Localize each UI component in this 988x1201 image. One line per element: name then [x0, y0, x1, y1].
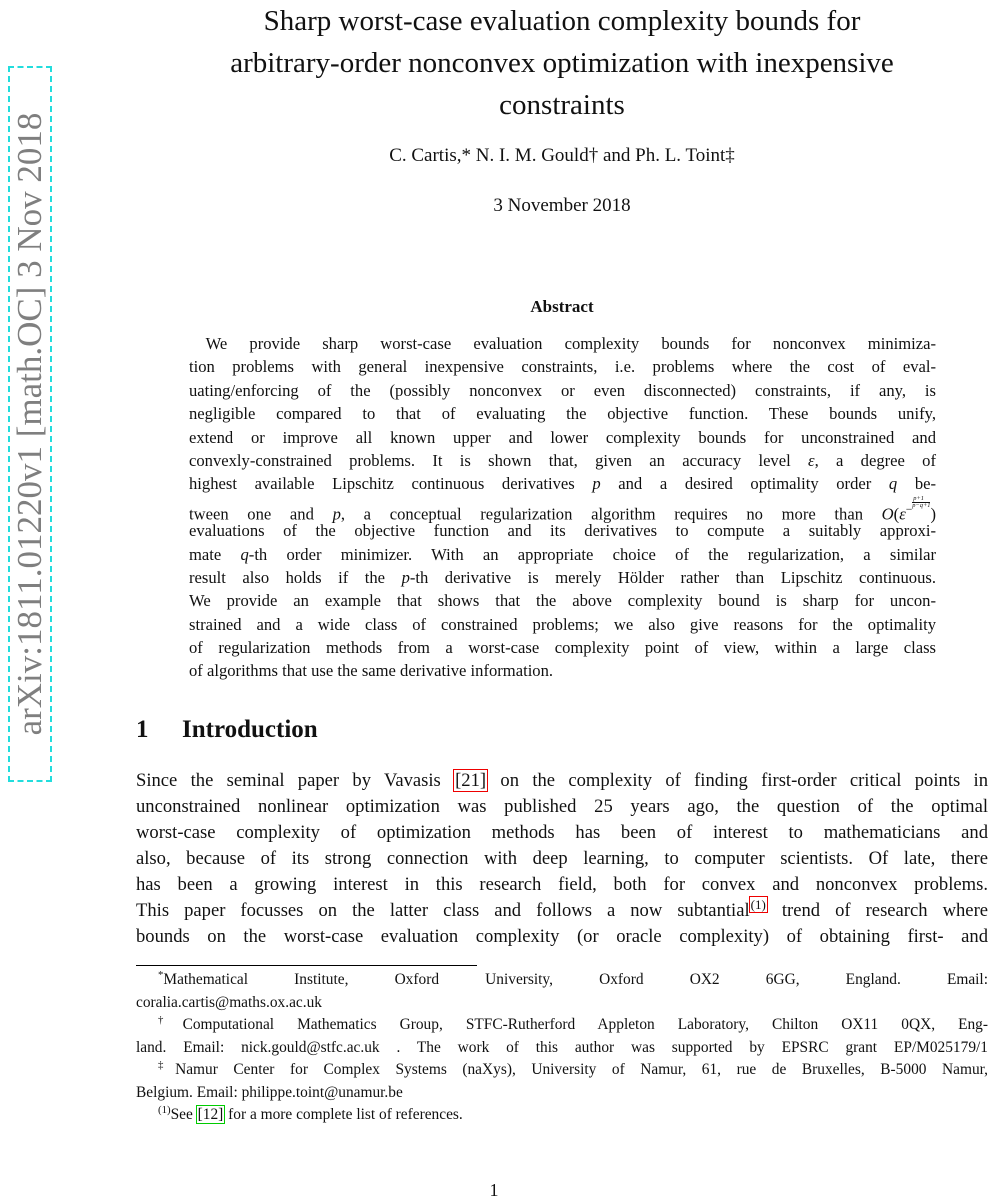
footnote-mark: ‡ — [158, 1058, 176, 1071]
minus-sign: − — [905, 502, 913, 516]
text-line — [136, 992, 988, 1015]
text-line — [189, 519, 936, 542]
numerator: p+1 — [912, 496, 930, 503]
text-run: negligible compared to that of evaluating the objective function. These bounds unify, — [189, 404, 936, 424]
abstract-heading: Abstract — [530, 297, 594, 316]
title-line: constraints — [499, 89, 625, 121]
text-line — [136, 1014, 988, 1037]
text-line — [189, 636, 936, 659]
text-line — [189, 472, 936, 495]
authors: C. Cartis,* N. I. M. Gould† and Ph. L. Toint‡ — [389, 145, 735, 166]
text-run: Namur Center for Complex Systems (naXys), University of Namur, 61, rue de Bruxelles, B-5000 Namur, — [175, 1061, 988, 1078]
title-line: Sharp worst-case evaluation complexity bounds for — [263, 5, 861, 37]
text-line — [136, 1059, 988, 1082]
text-run: coralia.cartis@maths.ox.ac.uk — [136, 993, 322, 1011]
section-heading — [136, 716, 318, 744]
exponent — [905, 494, 931, 516]
footnote-mark: (1) — [158, 1103, 171, 1116]
text-run: -th order minimizer. With an appropriate choice of the regularization, a similar — [248, 544, 936, 564]
text-run: be- — [897, 474, 937, 494]
text-line — [189, 659, 936, 682]
footnote-rule — [136, 965, 477, 966]
text-run: tween one and — [189, 504, 333, 524]
text-line — [189, 332, 936, 355]
text-run: result also holds if the — [189, 567, 402, 587]
text-run: trend of research where — [766, 900, 988, 921]
text-line — [189, 426, 936, 449]
text-line — [136, 898, 988, 924]
text-line — [189, 402, 936, 425]
text-run: and a desired optimality order — [600, 474, 889, 494]
text-line — [136, 768, 988, 794]
date: 3 November 2018 — [493, 195, 631, 216]
math-symbol: p — [592, 474, 601, 494]
arxiv-stamp — [8, 66, 52, 782]
text-line — [189, 494, 936, 524]
text-line — [136, 924, 988, 950]
math-symbol: q — [888, 474, 898, 494]
text-run: of regularization methods from a worst-case complexity point of view, within a large class — [189, 638, 936, 658]
citation-link[interactable]: [12] — [197, 1106, 224, 1123]
text-run: Since the seminal paper by Vavasis — [136, 770, 455, 791]
abstract — [189, 332, 936, 683]
text-run: strained and a wide class of constrained problems; we also give reasons for the optimality — [189, 614, 936, 634]
text-run: This paper focusses on the latter class and follows a now subtantial — [136, 900, 750, 921]
arxiv-identifier: arXiv:1811.01220v1 [math.OC] 3 Nov 2018 — [10, 112, 49, 736]
page-number: 1 — [489, 1180, 499, 1200]
text-line — [189, 355, 936, 378]
text-run: , a degree of — [814, 450, 937, 470]
footnotes — [136, 969, 988, 1127]
text-run: Computational Mathematics Group, STFC-Rutherford Appleton Laboratory, Chilton OX11 0QX, Eng- — [182, 1016, 988, 1033]
text-run: tion problems with general inexpensive constraints, i.e. problems where the cost of eval- — [189, 357, 936, 377]
title-line: arbitrary-order nonconvex optimization with inexpensive — [230, 47, 894, 79]
text-run: of algorithms that use the same derivative information. — [189, 661, 554, 681]
text-run: Belgium. Email: philippe.toint@unamur.be — [136, 1083, 403, 1101]
math-symbol: ε — [808, 450, 815, 470]
text-run: We provide an example that shows that the above complexity bound is sharp for uncon- — [189, 591, 936, 611]
text-run: mate — [189, 544, 241, 564]
fraction — [912, 496, 930, 510]
text-line — [189, 449, 936, 472]
text-run: , a conceptual regularization algorithm requires no more than — [340, 504, 882, 524]
text-line — [136, 820, 988, 846]
text-run: evaluations of the objective function and its derivatives to compute a suitably approxi- — [189, 521, 936, 541]
math-symbol: q — [240, 544, 249, 564]
text-run: convexly-constrained problems. It is shown that, given an accuracy level — [189, 450, 809, 470]
section-number: 1 — [136, 716, 149, 743]
text-line — [136, 1082, 988, 1105]
text-line — [136, 846, 988, 872]
text-run: unconstrained nonlinear optimization was published 25 years ago, the question of the optimal — [136, 796, 988, 817]
text-line — [189, 379, 936, 402]
math-symbol: p — [401, 567, 410, 587]
text-line — [136, 1104, 988, 1127]
text-run: for a more complete list of references. — [224, 1106, 463, 1123]
text-run: -th derivative is merely Hölder rather than Lipschitz continuous. — [409, 567, 936, 587]
text-run: We provide sharp worst-case evaluation complexity bounds for nonconvex minimiza- — [189, 334, 936, 353]
text-run: bounds on the worst-case evaluation complexity (or oracle complexity) of obtaining first- and — [136, 926, 988, 947]
text-run: ) — [930, 504, 936, 524]
text-run: Mathematical Institute, Oxford University, Oxford OX2 6GG, England. Email: — [163, 971, 988, 988]
citation-link[interactable]: [21] — [455, 770, 487, 791]
footnote-link[interactable]: (1) — [750, 896, 766, 912]
text-run: ( — [893, 504, 900, 524]
text-line — [136, 969, 988, 992]
text-line — [136, 1037, 988, 1060]
math-symbol: ε — [899, 504, 906, 524]
text-run: has been a growing interest in this research field, both for convex and nonconvex problems. — [136, 874, 988, 895]
text-run: See — [170, 1106, 197, 1123]
text-run: extend or improve all known upper and lower complexity bounds for unconstrained and — [189, 427, 936, 447]
text-line — [189, 613, 936, 636]
body-text — [136, 768, 988, 950]
text-run: on the complexity of finding first-order critical points in — [487, 770, 988, 791]
text-line — [136, 794, 988, 820]
math-symbol: O — [881, 504, 894, 524]
text-run: uating/enforcing of the (possibly nonconvex or even disconnected) constraints, if any, is — [189, 380, 936, 400]
text-line — [189, 589, 936, 612]
text-line — [136, 872, 988, 898]
text-line — [189, 566, 936, 589]
text-run: also, because of its strong connection with deep learning, to computer scientists. Of late, there — [136, 848, 988, 869]
footnote-mark: † — [158, 1013, 183, 1026]
text-run: worst-case complexity of optimization methods has been of interest to mathematicians and — [136, 822, 988, 843]
text-run: land. Email: nick.gould@stfc.ac.uk . The work of this author was supported by EPSRC grant EP/M025179/1 — [136, 1038, 988, 1056]
math-symbol: p — [332, 504, 341, 524]
denominator: p−q+1 — [912, 502, 931, 510]
footnote-mark: * — [158, 968, 164, 981]
section-title: Introduction — [182, 716, 318, 743]
text-run: highest available Lipschitz continuous derivatives — [189, 474, 593, 494]
paper-title — [136, 0, 988, 126]
text-line — [189, 543, 936, 566]
